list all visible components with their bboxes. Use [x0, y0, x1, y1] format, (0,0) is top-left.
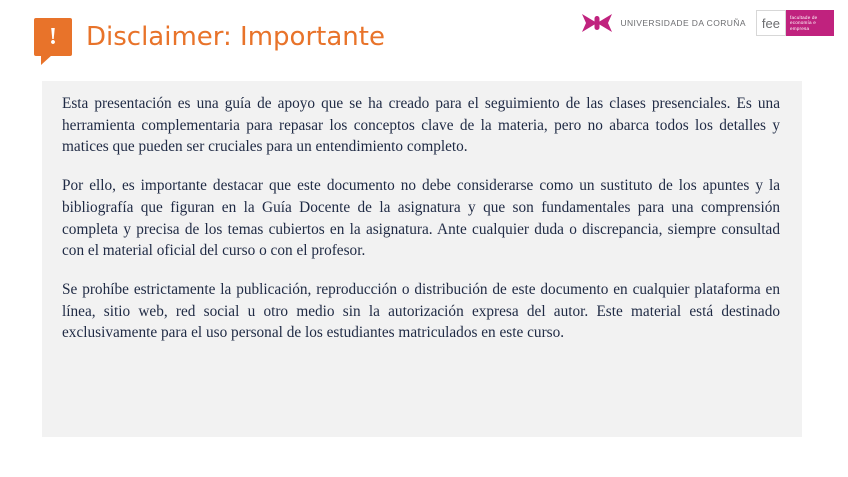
- slide-header: [34, 18, 385, 56]
- paragraph: Esta presentación es una guía de apoyo que se ha creado para el seguimiento de las clases presenciales. Es una herramienta complementaria para repasar los conceptos clave de la materia, pero no abarca todos los detalles y matices que pueden ser cruciales para un entendimiento completo.: [62, 95, 780, 156]
- logo-group: [580, 10, 834, 36]
- paragraph: Por ello, es importante destacar que este documento no debe considerarse como un sustituto de los apuntes y la bibliografía que figuran en la Guía Docente de la asignatura y que son fundamentales para una comprensión completa y precisa de los temas cubiertos en la asignatura. Ante cualquier duda o discrepancia, siempre consultad con el material oficial del curso o con el profesor.: [62, 177, 780, 260]
- fee-line-1: facultade de: [790, 15, 818, 21]
- fee-line-3: empresa: [790, 25, 810, 31]
- paragraph: Se prohíbe estrictamente la publicación, reproducción o distribución de este documento en cualquier plataforma en línea, sitio web, red social u otro medio sin la autorización expresa del autor. Este material está destinado exclusivamente para el uso personal de los estudiantes matriculados en este curso.: [62, 281, 780, 342]
- udc-wordmark: UNIVERSIDADE DA CORUÑA: [620, 18, 746, 28]
- fee-fullname: [786, 10, 834, 36]
- disclaimer-text-block: [42, 81, 802, 344]
- fee-line-2: economía e: [790, 20, 817, 26]
- fee-logo: [756, 10, 834, 36]
- exclamation-mark: !: [49, 24, 57, 50]
- udc-butterfly-icon: [580, 12, 614, 34]
- page-title: Disclaimer: Importante: [86, 22, 385, 52]
- fee-abbr: fee: [756, 10, 786, 36]
- exclamation-callout-icon: [34, 18, 72, 56]
- disclaimer-panel: [42, 81, 802, 437]
- udc-logo: [580, 12, 745, 34]
